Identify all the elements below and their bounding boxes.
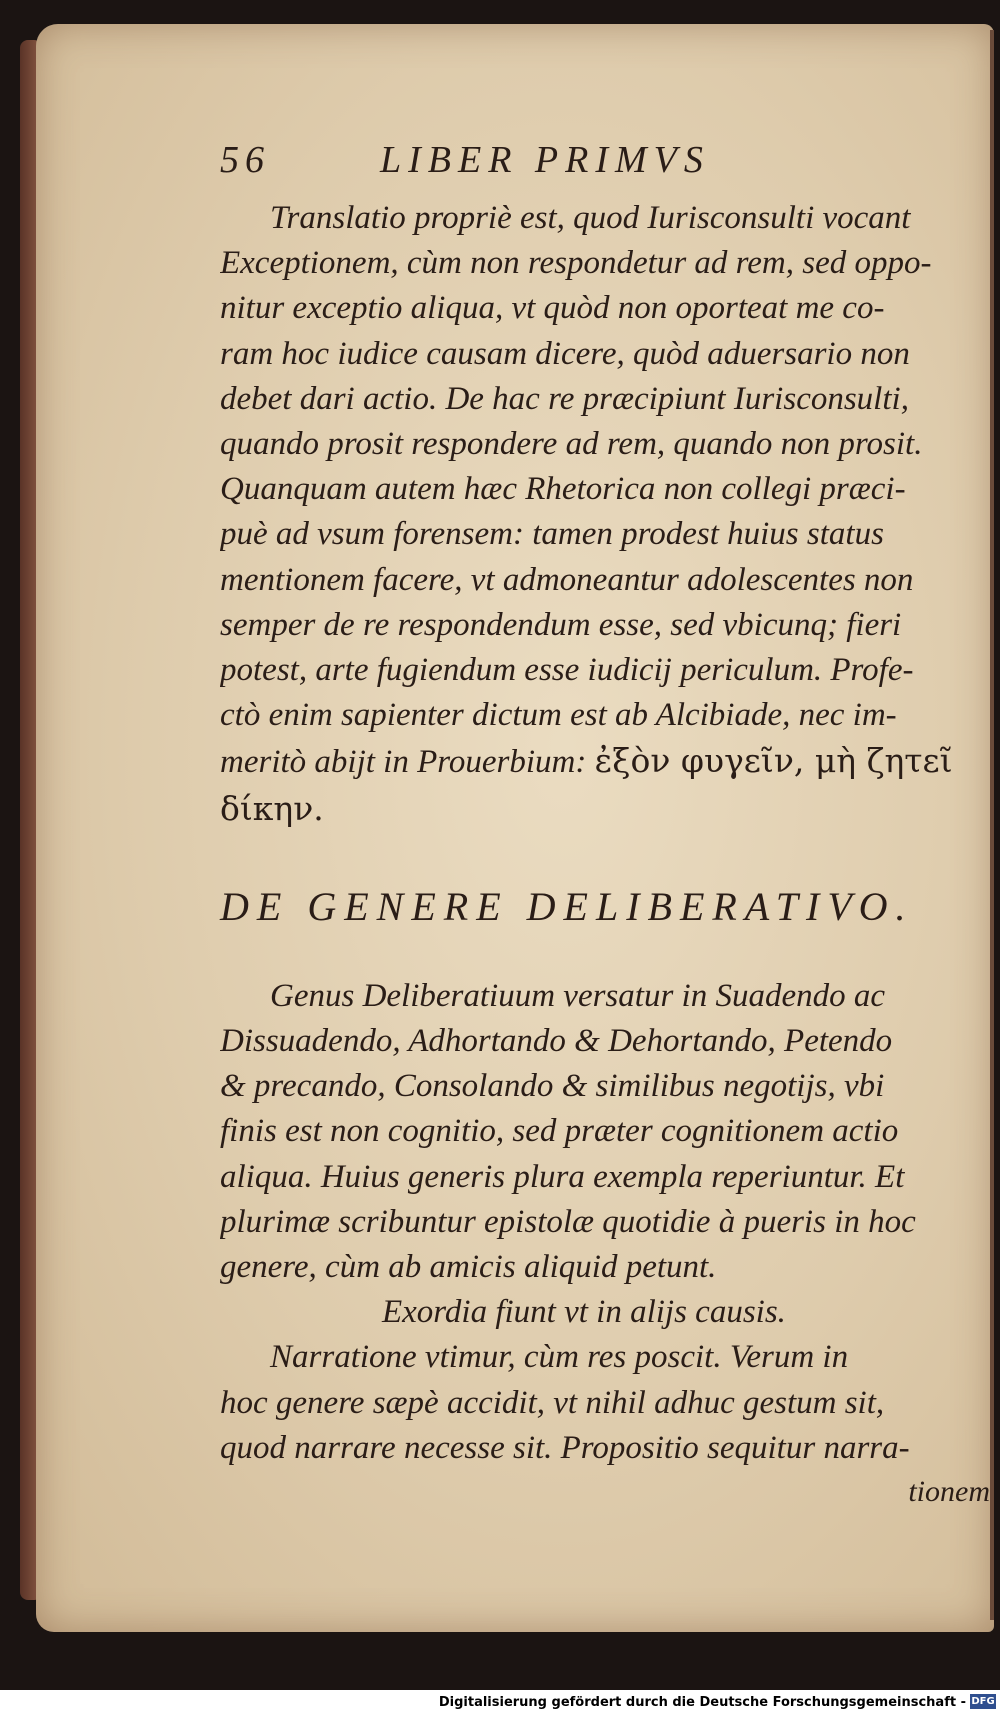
section-heading: DE GENERE DELIBERATIVO.: [220, 883, 914, 929]
text-line: mentionem facere, vt admoneantur adolescentes non: [220, 561, 914, 598]
text-line: genere, cùm ab amicis aliquid petunt.: [220, 1249, 717, 1286]
text-line: debet dari actio. De hac re præcipiunt Iurisconsulti,: [220, 380, 909, 417]
text-line: Narratione vtimur, cùm res poscit. Verum in: [270, 1339, 849, 1376]
dfg-logo: DFG: [971, 1696, 995, 1707]
text-line-with-greek: [220, 738, 990, 785]
running-title: LIBER PRIMVS: [380, 139, 710, 181]
text-line: & precando, Consolando & similibus negotijs, vbi: [220, 1068, 885, 1105]
text-line: puè ad vsum forensem: tamen prodest huius status: [220, 516, 884, 553]
text-line: hoc genere sæpè accidit, vt nihil adhuc gestum sit,: [220, 1384, 885, 1421]
text-line: quod narrare necesse sit. Propositio sequitur narra-: [220, 1429, 910, 1466]
funding-credit: Digitalisierung gefördert durch die Deutsche Forschungsgemeinschaft -: [438, 1695, 966, 1710]
running-header: [220, 138, 990, 196]
paragraph-narratione: [220, 1335, 990, 1513]
funding-footer: [0, 1690, 1000, 1715]
greek-proverb: ἐξὸν φυγεῖν, μὴ ζητεῖ: [594, 741, 953, 781]
text-line: semper de re respondendum esse, sed vbicunq; fieri: [220, 606, 902, 643]
paragraph-translatio: [220, 196, 990, 831]
text-line: plurimæ scribuntur epistolæ quotidie à pueris in hoc: [220, 1203, 916, 1240]
text-line: Exordia fiunt vt in alijs causis.: [382, 1294, 786, 1331]
text-line: quando prosit respondere ad rem, quando non prosit.: [220, 426, 923, 463]
greek-proverb-continuation: δίκην.: [220, 788, 324, 828]
paragraph-genus-deliberatiuum: [220, 974, 990, 1290]
text-line: ram hoc iudice causam dicere, quòd aduersario non: [220, 335, 910, 372]
text-line: aliqua. Huius generis plura exempla reperiuntur. Et: [220, 1158, 905, 1195]
latin-text: meritò abijt in Prouerbium:: [220, 744, 587, 781]
text-line: finis est non cognitio, sed præter cognitionem actio: [220, 1113, 899, 1150]
text-line: Dissuadendo, Adhortando & Dehortando, Petendo: [220, 1023, 893, 1060]
text-line: Translatio propriè est, quod Iurisconsulti vocant: [270, 200, 911, 236]
page-fore-edge: [990, 30, 994, 1620]
text-line: potest, arte fugiendum esse iudicij periculum. Profe-: [220, 652, 914, 689]
paragraph-exordia: [220, 1290, 990, 1335]
text-line: ctò enim sapienter dictum est ab Alcibiade, nec im-: [220, 697, 897, 734]
text-line: nitur exceptio aliqua, vt quòd non oporteat me co-: [220, 290, 885, 327]
text-line: Quanquam autem hæc Rhetorica non collegi præci-: [220, 471, 906, 508]
text-line: Exceptionem, cùm non respondetur ad rem, sed oppo-: [220, 245, 932, 282]
catchword: tionem: [908, 1475, 990, 1509]
text-line: Genus Deliberatiuum versatur in Suadendo ac: [270, 977, 885, 1014]
page-number: 56: [220, 139, 270, 181]
page-text: [220, 138, 990, 1513]
